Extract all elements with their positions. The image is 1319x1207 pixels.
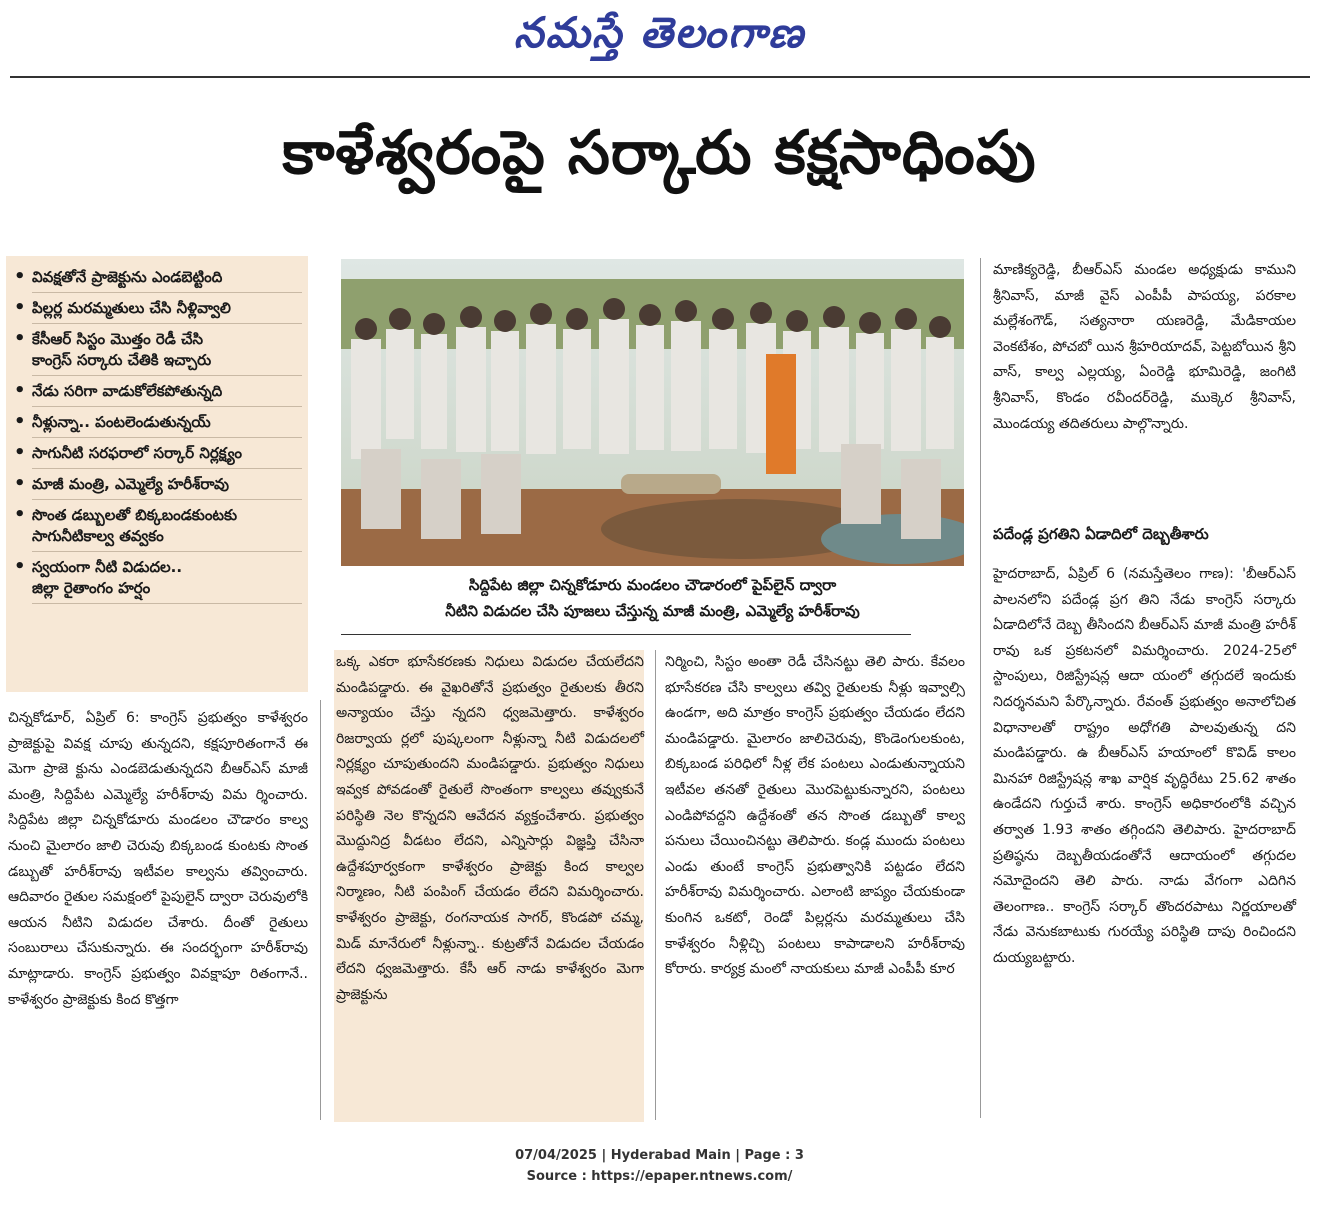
footer-dateline: 07/04/2025 | Hyderabad Main | Page : 3 xyxy=(515,1148,804,1163)
highlight-item: • సొంత డబ్బులతో బిక్కబండకుంటకు సాగునీటికాల్వ తవ్వకం xyxy=(14,505,304,552)
bullet-icon: • xyxy=(14,411,26,432)
highlight-item: • స్వయంగా నీటి విడుదల.. జిల్లా రైతాంగం హర్షం xyxy=(14,557,304,604)
bullet-icon: • xyxy=(14,504,26,525)
highlights-box xyxy=(6,256,308,692)
newspaper-masthead: నమస్తే తెలంగాణ xyxy=(513,8,806,57)
highlight-item: • సాగునీటి సరఫరాలో సర్కార్ నిర్లక్ష్యం xyxy=(14,443,304,469)
bullet-icon: • xyxy=(14,328,26,349)
crowd-photo-illustration xyxy=(341,259,964,566)
bullet-icon: • xyxy=(14,297,26,318)
article-column-3: నిర్మించి, సిస్టం అంతా రెడీ చేసినట్టు తెలి పారు. కేవలం భూసేకరణ చేసి కాల్వలు తవ్వి రైతులకు నీళ్లు ఇవ్వాల్సి ఉండగా, అది మాత్రం కాంగ్రెస్ ప్రభుత్వం చేయడం లేదని మండిపడ్డారు. మైలారం జాలిచెరువు, కొండెంగులకుంట, బిక్కబండ పరిధిలో నీళ్ల లేక పంటలు ఎండుతున్నాయని ఇటీవల తనతో రైతులు మొరపెట్టుకున్నారని, పంటలు ఎండిపోవద్దని ఉద్దేశంతో తన సొంత డబ్బుతో కాల్వ పనులు చేయించినట్టు తెలిపారు. కండ్ల ముందు పంటలు ఎండు తుంటే కాంగ్రెస్ ప్రభుత్వానికి పట్టడం లేదని హరీశ్‌రావు విమర్శించారు. ఎలాంటి జాప్యం చేయకుండా కుంగిన ఒకటో, రెండో పిల్లర్లను మరమ్మతులు చేసి కాళేశ్వరం నీళ్లిచ్చి పంటలు కాపాడాలని హరీశ్‌రావు కోరారు. కార్యక్ర మంలో నాయకులు మాజీ ఎంపీపీ కూర xyxy=(665,654,965,978)
bullet-icon: • xyxy=(14,556,26,577)
photo-caption: సిద్దిపేట జిల్లా చిన్నకోడూరు మండలం చౌడారంలో పైప్‌లైన్ ద్వారా నీటిని విడుదల చేసి పూజలు చేస్తున్న మాజీ మంత్రి, ఎమ్మెల్యే హరీశ్‌రావు xyxy=(445,576,860,620)
article-headline: కాళేశ్వరంపై సర్కారు కక్షసాధింపు xyxy=(282,118,1037,188)
highlight-item: • నేడు సరిగా వాడుకోలేకపోతున్నది xyxy=(14,381,304,407)
footer-source: Source : https://epaper.ntnews.com/ xyxy=(526,1169,793,1184)
column-divider xyxy=(320,700,321,1120)
page-footer xyxy=(0,1145,1319,1187)
highlight-item: • పిల్లర్ల మరమ్మతులు చేసి నీళ్లివ్వాలి xyxy=(14,298,304,324)
bullet-icon: • xyxy=(14,473,26,494)
column-divider xyxy=(980,258,981,1118)
highlight-item: • నీళ్లున్నా.. పంటలెండుతున్నయ్ xyxy=(14,412,304,438)
highlight-item: • వివక్షతోనే ప్రాజెక్టును ఎండబెట్టింది xyxy=(14,267,304,293)
bullet-icon: • xyxy=(14,266,26,287)
masthead-divider xyxy=(10,76,1310,78)
section-subheading: పదేండ్ల ప్రగతిని ఏడాదిలో దెబ్బతీశారు xyxy=(993,525,1209,543)
article-column-1: చిన్నకోడూర్, ఏప్రిల్ 6: కాంగ్రెస్ ప్రభుత్వం కాళేశ్వరం ప్రాజెక్టుపై వివక్ష చూపు తున్నదని, కక్షపూరితంగానే ఈ మెగా ప్రాజె క్టును ఎండబెడుతున్నదని బీఆర్‌ఎస్ మాజీ మంత్రి, సిద్దిపేట ఎమ్మెల్యే హరీశ్‌రావు విమ ర్శించారు. సిద్దిపేట జిల్లా చిన్నకోడూరు మండలం చౌడారం కాల్వ నుంచి మైలారం జాలి చెరువు బిక్కబండ కుంటకు సొంత డబ్బుతో హరీశ్‌రావు ఇటీవల కాల్వను తవ్వించారు. ఆదివారం రైతుల సమక్షంలో పైపులైన్ ద్వారా చెరువులోకి ఆయన నీటిని విడుదల చేశారు. దీంతో రైతులు సంబురాలు చేసుకున్నారు. ఈ సందర్భంగా హరీశ్‌రావు మాట్లాడారు. కాంగ్రెస్ ప్రభుత్వం వివక్షాపూ రితంగానే.. కాళేశ్వరం ప్రాజెక్టుకు కింద కొత్తగా xyxy=(8,710,308,1008)
article-column-4-bottom: హైదరాబాద్, ఏప్రిల్ 6 (నమస్తేతెలం గాణ): 'బీఆర్‌ఎస్ పాలనలోని పదేండ్ల ప్రగ తిని నేడు కాంగ్రెస్ సర్కారు ఏడాదిలోనే దెబ్బ తీసిందని బీఆర్‌ఎస్ మాజీ మంత్రి హరీశ్ రావు ఒక ప్రకటనలో విమర్శించారు. 2024-25లో స్టాంపులు, రిజిస్ట్రేషన్ల ఆదా యంలో తగ్గుదలే ఇందుకు నిదర్శనమని పేర్కొన్నారు. రేవంత్ ప్రభుత్వం అనాలోచిత విధానాలతో రాష్ట్రం అధోగతి పాలవుతున్న దని మండిపడ్డారు. ఉ బీఆర్‌ఎస్ హయాంలో కొవిడ్ కాలం మినహా రిజిస్ట్రేషన్ల శాఖ వార్షిక వృద్ధిరేటు 25.62 శాతం ఉండేదని గుర్తుచే శారు. కాంగ్రెస్ అధికారంలోకి వచ్చిన తర్వాత 1.93 శాతం తగ్గిందని తెలిపారు. హైదరాబాద్ ప్రతిష్ఠను దెబ్బతీయడంతోనే ఆదాయంలో తగ్గుదల నమోదైందని తెలి పారు. నాడు వేగంగా ఎదిగిన తెలంగాణ.. కాంగ్రెస్ సర్కార్ తొందరపాటు నిర్ణయాలతో నేడు వెనుకబాటుకు గురయ్యే పరిస్థితి దాపు రించిందని దుయ్యబట్టారు. xyxy=(993,566,1296,966)
news-photo xyxy=(341,259,964,566)
bullet-icon: • xyxy=(14,442,26,463)
highlight-item: • మాజీ మంత్రి, ఎమ్మెల్యే హరీశ్‌రావు xyxy=(14,474,304,500)
highlight-item: • కేసీఆర్ సిస్టం మొత్తం రెడీ చేసి కాంగ్రెస్ సర్కారు చేతికి ఇచ్చారు xyxy=(14,329,304,376)
article-column-4-top: మాణిక్యరెడ్డి, బీఆర్‌ఎస్ మండల అధ్యక్షుడు కాముని శ్రీనివాస్, మాజీ వైస్ ఎంపీపీ పాపయ్య, పరకాల మల్లేశంగౌడ్, సత్యనారా యణరెడ్డి, మేడికాయల వెంకటేశం, పోచబో యిన శ్రీహరియాదవ్, పెట్టబోయిన శ్రీని వాస్, కాల్వ ఎల్లయ్య, ఏంరెడ్డి భూమిరెడ్డి, జంగిటి శ్రీనివాస్, కొండం రవీందర్‌రెడ్డి, ముక్కెర శ్రీనివాస్, మొండయ్య తదితరులు పాల్గొన్నారు. xyxy=(993,262,1296,432)
bullet-icon: • xyxy=(14,380,26,401)
article-column-2: ఒక్క ఎకరా భూసేకరణకు నిధులు విడుదల చేయలేదని మండిపడ్డారు. ఈ వైఖరితోనే ప్రభుత్వం రైతులకు తీరని అన్యాయం చేస్తు న్నదని ధ్వజమెత్తారు. కాళేశ్వరం రిజర్వాయ ర్లలో పుష్కలంగా నీళ్లున్నా నీటి విడుదలలో నిర్లక్ష్యం చూపుతుందని మండిపడ్డారు. ప్రభుత్వం నిధులు ఇవ్వక పోవడంతో రైతులే సొంతంగా కాల్వలు తవ్వుకునే పరిస్థితి నెల కొన్నదని ఆవేదన వ్యక్తంచేశారు. ప్రభుత్వం మొద్దునిద్ర వీడటం లేదని, ఎన్నిసార్లు విజ్ఞప్తి చేసినా ఉద్దేశపూర్వకంగా కాళేశ్వరం ప్రాజెక్టు కింద కాల్వల నిర్మాణం, నీటి పంపింగ్ చేయడం లేదని విమర్శించారు. కాళేశ్వరం ప్రాజెక్టు, రంగనాయక సాగర్, కొండపో చమ్మ, మిడ్ మానేరులో నీళ్లున్నా.. కుట్రతోనే విడుదల చేయడం లేదని ధ్వజమెత్తారు. కేసీ ఆర్ నాడు కాళేశ్వరం మెగా ప్రాజెక్టును xyxy=(334,650,644,1122)
caption-divider xyxy=(341,634,911,635)
column-divider xyxy=(655,650,656,1120)
